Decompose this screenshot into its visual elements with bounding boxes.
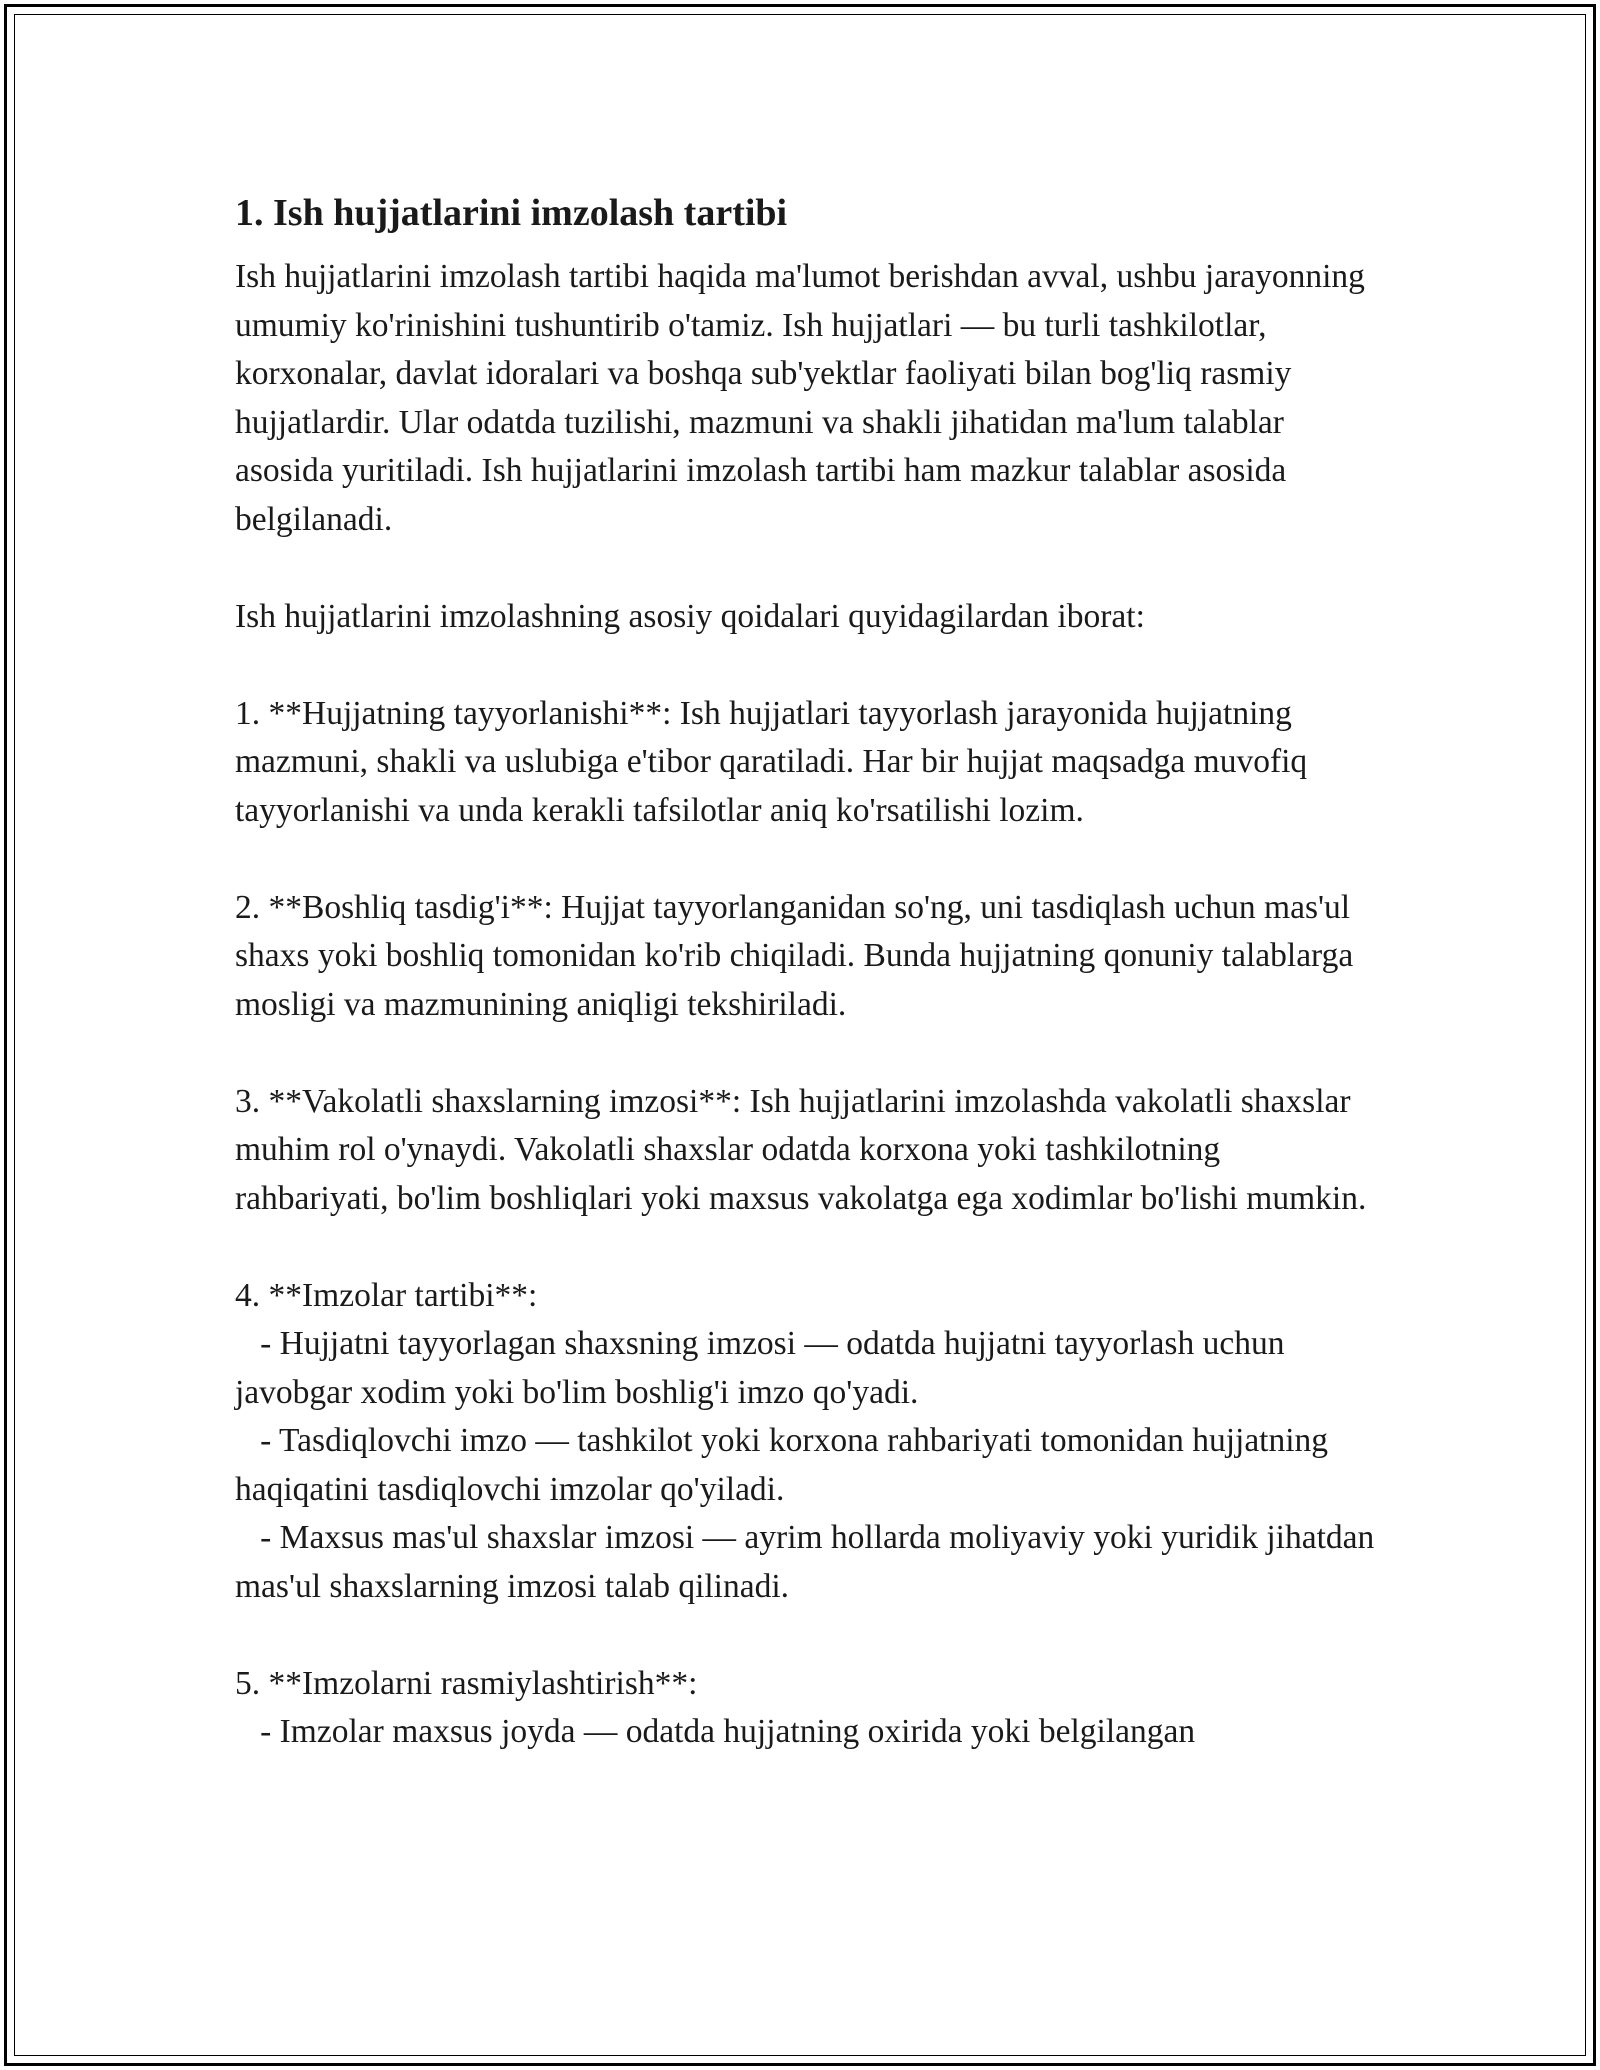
paragraph-spacer — [235, 1611, 1375, 1660]
rule-item-4: 4. **Imzolar tartibi**: - Hujjatni tayyorlagan shaxsning imzosi — odatda hujjatni tayyorlash uchun javobgar xodim yoki bo'lim boshlig'i imzo qo'yadi. - Tasdiqlovchi imzo — tashkilot yoki korxona rahbariyati tomonidan hujjatning haqiqatini tasdiqlovchi imzolar qo'yiladi. - Maxsus mas'ul shaxslar imzosi — ayrim hollarda moliyaviy yoki yuridik jihatdan mas'ul shaxslarning imzosi talab qilinadi. — [235, 1276, 1375, 1605]
paragraph-spacer — [235, 1029, 1375, 1078]
rule-item-3: 3. **Vakolatli shaxslarning imzosi**: Ish hujjatlarini imzolashda vakolatli shaxslar muhim rol o'ynaydi. Vakolatli shaxslar odatda korxona yoki tashkilotning rahbariyati, bo'lim boshliqlari yoki maxsus vakolatga ega xodimlar bo'lishi mumkin. — [235, 1082, 1367, 1217]
paragraph-spacer — [235, 1223, 1375, 1272]
paragraph-spacer — [235, 544, 1375, 593]
intro-paragraph: Ish hujjatlarini imzolash tartibi haqida ma'lumot berishdan avval, ushbu jarayonning umumiy ko'rinishini tushuntirib o'tamiz. Ish hujjatlari — bu turli tashkilotlar, korxonalar, davlat idoralari va boshqa sub'yektlar faoliyati bilan bog'liq rasmiy hujjatlardir. Ular odatda tuzilishi, mazmuni va shakli jihatidan ma'lum talablar asosida yuritiladi. Ish hujjatlarini imzolash tartibi ham mazkur talablar asosida belgilanadi. — [235, 258, 1374, 538]
paragraph-spacer — [235, 641, 1375, 690]
rules-lead-paragraph: Ish hujjatlarini imzolashning asosiy qoidalari quyidagilardan iborat: — [235, 597, 1145, 635]
paragraph-spacer — [235, 835, 1375, 884]
section-heading: 1. Ish hujjatlarini imzolash tartibi — [235, 192, 788, 234]
document-body — [235, 185, 1375, 1757]
rule-item-1: 1. **Hujjatning tayyorlanishi**: Ish hujjatlari tayyorlash jarayonida hujjatning mazmuni, shakli va uslubiga e'tibor qaratiladi. Har bir hujjat maqsadga muvofiq tayyorlanishi va unda kerakli tafsilotlar aniq ko'rsatilishi lozim. — [235, 694, 1316, 829]
rule-item-5: 5. **Imzolarni rasmiylashtirish**: - Imzolar maxsus joyda — odatda hujjatning oxirida yoki belgilangan — [235, 1664, 1196, 1750]
rule-item-2: 2. **Boshliq tasdig'i**: Hujjat tayyorlanganidan so'ng, uni tasdiqlash uchun mas'ul shaxs yoki boshliq tomonidan ko'rib chiqiladi. Bunda hujjatning qonuniy talablarga mosligi va mazmunining aniqligi tekshiriladi. — [235, 888, 1362, 1023]
